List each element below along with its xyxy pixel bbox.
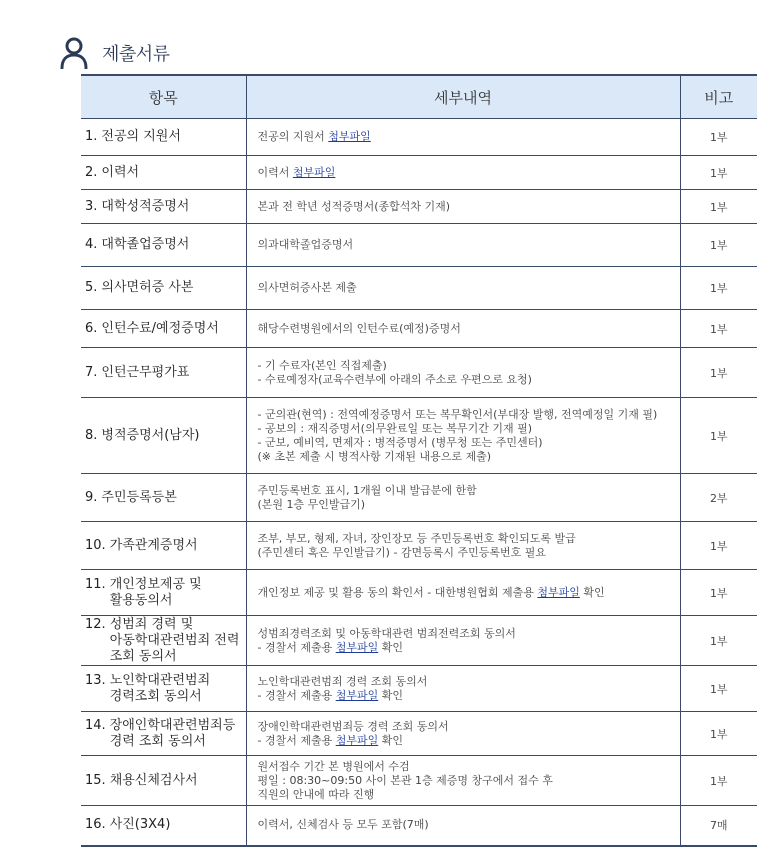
detail-line: (주민센터 혹은 무인발급기) - 감면등록시 주민등록번호 필요 (257, 545, 547, 559)
table-row (81, 522, 757, 570)
attachment-link[interactable]: 첨부파일 (335, 688, 379, 702)
item-number: 7. (85, 364, 98, 380)
table-row (81, 756, 757, 806)
detail-line: 이력서 첨부파일 (257, 165, 336, 179)
detail-cell (246, 224, 680, 267)
note-cell: 2부 (680, 474, 757, 522)
item-cell (81, 474, 246, 522)
item-label: 성범죄 경력 및 아동학대관련범죄 전력 조회 동의서 (109, 616, 240, 664)
item-label: 전공의 지원서 (101, 129, 181, 144)
note-cell: 1부 (680, 119, 757, 156)
note-cell: 1부 (680, 348, 757, 398)
table-row (81, 616, 757, 666)
note-cell: 1부 (680, 666, 757, 712)
item-number: 2. (85, 164, 98, 180)
item-number: 11. (85, 576, 106, 592)
detail-cell (246, 156, 680, 190)
item-number: 13. (85, 672, 106, 688)
table-row (81, 156, 757, 190)
item-number: 16. (85, 817, 106, 833)
item-label: 노인학대관련범죄 경력조회 동의서 (109, 672, 211, 704)
detail-line: (※ 초본 제출 시 병적사항 기재된 내용으로 제출) (257, 449, 492, 463)
table-row (81, 310, 757, 348)
table-row (81, 474, 757, 522)
item-number: 9. (85, 489, 98, 505)
item-cell (81, 156, 246, 190)
documents-table (81, 74, 757, 847)
detail-cell (246, 119, 680, 156)
table-row (81, 190, 757, 224)
detail-cell (246, 267, 680, 310)
table-row (81, 806, 757, 846)
detail-line: - 경찰서 제출용 첨부파일 확인 (257, 640, 403, 654)
detail-line: - 경찰서 제출용 첨부파일 확인 (257, 688, 403, 702)
user-icon (60, 37, 88, 69)
note-cell: 1부 (680, 712, 757, 756)
header-detail: 세부내역 (246, 75, 680, 119)
item-number: 10. (85, 537, 106, 553)
note-cell: 1부 (680, 756, 757, 806)
detail-line: - 군의관(현역) : 전역예정증명서 또는 복무확인서(부대장 발행, 전역예정일 기재 필) (257, 407, 658, 421)
table-row (81, 224, 757, 267)
detail-line: - 기 수료자(본인 직접제출) (257, 358, 387, 372)
detail-line: 이력서, 신체검사 등 모두 포함(7매) (257, 818, 429, 832)
note-cell: 1부 (680, 267, 757, 310)
detail-line: 의과대학졸업증명서 (257, 238, 354, 251)
item-cell (81, 522, 246, 570)
detail-cell (246, 522, 680, 570)
item-label: 주민등록등본 (101, 489, 177, 505)
attachment-link[interactable]: 첨부파일 (335, 733, 379, 747)
note-cell: 1부 (680, 522, 757, 570)
item-cell (81, 310, 246, 348)
detail-cell (246, 806, 680, 846)
note-cell: 1부 (680, 398, 757, 474)
detail-cell (246, 570, 680, 616)
detail-cell (246, 756, 680, 806)
detail-cell (246, 310, 680, 348)
table-row (81, 712, 757, 756)
item-number: 8. (85, 427, 98, 443)
detail-line: 전공의 지원서 첨부파일 (257, 130, 371, 143)
item-label: 장애인학대관련범죄등 경력 조회 동의서 (109, 717, 236, 749)
detail-line: 본과 전 학년 성적증명서(종합석차 기재) (257, 199, 451, 213)
item-number: 3. (85, 198, 98, 214)
table-row (81, 570, 757, 616)
detail-line: 주민등록번호 표시, 1개월 이내 발급분에 한함 (257, 483, 477, 497)
item-label: 인턴근무평가표 (101, 364, 190, 380)
item-number: 4. (85, 237, 98, 252)
note-cell: 1부 (680, 224, 757, 267)
item-cell (81, 806, 246, 846)
attachment-link[interactable]: 첨부파일 (328, 130, 371, 143)
note-cell: 1부 (680, 616, 757, 666)
detail-cell (246, 348, 680, 398)
section-title: 제출서류 (102, 44, 170, 65)
note-cell: 1부 (680, 310, 757, 348)
header-item: 항목 (81, 75, 246, 119)
item-cell (81, 267, 246, 310)
item-cell (81, 616, 246, 666)
item-label: 이력서 (101, 164, 140, 180)
detail-line: 장애인학대관련범죄등 경력 조회 동의서 (257, 719, 449, 733)
table-row (81, 666, 757, 712)
attachment-link[interactable]: 첨부파일 (292, 165, 336, 179)
detail-line: 직원의 안내에 따라 진행 (257, 787, 375, 801)
item-label: 병적증명서(남자) (101, 427, 200, 443)
note-cell: 1부 (680, 156, 757, 190)
note-cell: 1부 (680, 570, 757, 616)
detail-line: 개인정보 제공 및 활용 동의 확인서 - 대한병원협회 제출용 첨부파일 확인 (257, 585, 605, 599)
attachment-link[interactable]: 첨부파일 (537, 585, 580, 599)
detail-cell (246, 398, 680, 474)
item-number: 6. (85, 320, 98, 336)
table-row (81, 267, 757, 310)
item-label: 의사면허증 사본 (101, 280, 194, 295)
detail-cell (246, 712, 680, 756)
detail-line: (본원 1층 무인발급기) (257, 497, 366, 511)
item-label: 가족관계증명서 (109, 537, 198, 553)
note-cell: 1부 (680, 190, 757, 224)
item-label: 채용신체검사서 (109, 772, 198, 788)
item-cell (81, 224, 246, 267)
detail-line: - 공보의 : 재직증명서(의무완료일 또는 복무기간 기재 필) (257, 421, 533, 435)
attachment-link[interactable]: 첨부파일 (335, 640, 379, 654)
item-number: 14. (85, 717, 106, 733)
detail-line: 조부, 부모, 형제, 자녀, 장인장모 등 주민등록번호 확인되도록 발급 (257, 531, 576, 545)
table-row (81, 348, 757, 398)
detail-cell (246, 474, 680, 522)
item-number: 1. (85, 129, 98, 144)
detail-line: 의사면허증사본 제출 (257, 281, 357, 294)
item-cell (81, 119, 246, 156)
item-label: 개인정보제공 및 활용동의서 (109, 576, 202, 608)
item-label: 대학졸업증명서 (101, 237, 190, 252)
detail-line: - 수료예정자(교육수련부에 아래의 주소로 우편으로 요청) (257, 372, 532, 386)
item-number: 12. (85, 616, 106, 632)
item-cell (81, 756, 246, 806)
detail-line: - 경찰서 제출용 첨부파일 확인 (257, 733, 403, 747)
table-row (81, 119, 757, 156)
section-header (60, 36, 170, 70)
detail-line: 노인학대관련범죄 경력 조회 동의서 (257, 674, 428, 688)
detail-cell (246, 616, 680, 666)
table-row (81, 398, 757, 474)
item-cell (81, 570, 246, 616)
item-number: 5. (85, 280, 98, 295)
item-cell (81, 398, 246, 474)
item-cell (81, 190, 246, 224)
item-cell (81, 712, 246, 756)
item-label: 사진(3X4) (109, 817, 171, 833)
detail-cell (246, 666, 680, 712)
detail-line: 해당수련병원에서의 인턴수료(예정)증명서 (257, 321, 461, 335)
header-note: 비고 (680, 75, 757, 119)
note-cell: 7매 (680, 806, 757, 846)
item-cell (81, 348, 246, 398)
detail-line: 원서접수 기간 본 병원에서 수검 (257, 759, 410, 773)
item-number: 15. (85, 772, 106, 788)
item-label: 인턴수료/예정증명서 (101, 320, 219, 336)
table-header-row (81, 75, 757, 119)
detail-line: 평일 : 08:30~09:50 사이 본관 1층 제증명 창구에서 접수 후 (257, 773, 553, 787)
detail-line: - 군보, 예비역, 면제자 : 병적증명서 (병무청 또는 주민센터) (257, 435, 543, 449)
detail-line: 성범죄경력조회 및 아동학대관련 범죄전력조회 동의서 (257, 626, 516, 640)
item-cell (81, 666, 246, 712)
item-label: 대학성적증명서 (101, 198, 190, 214)
detail-cell (246, 190, 680, 224)
